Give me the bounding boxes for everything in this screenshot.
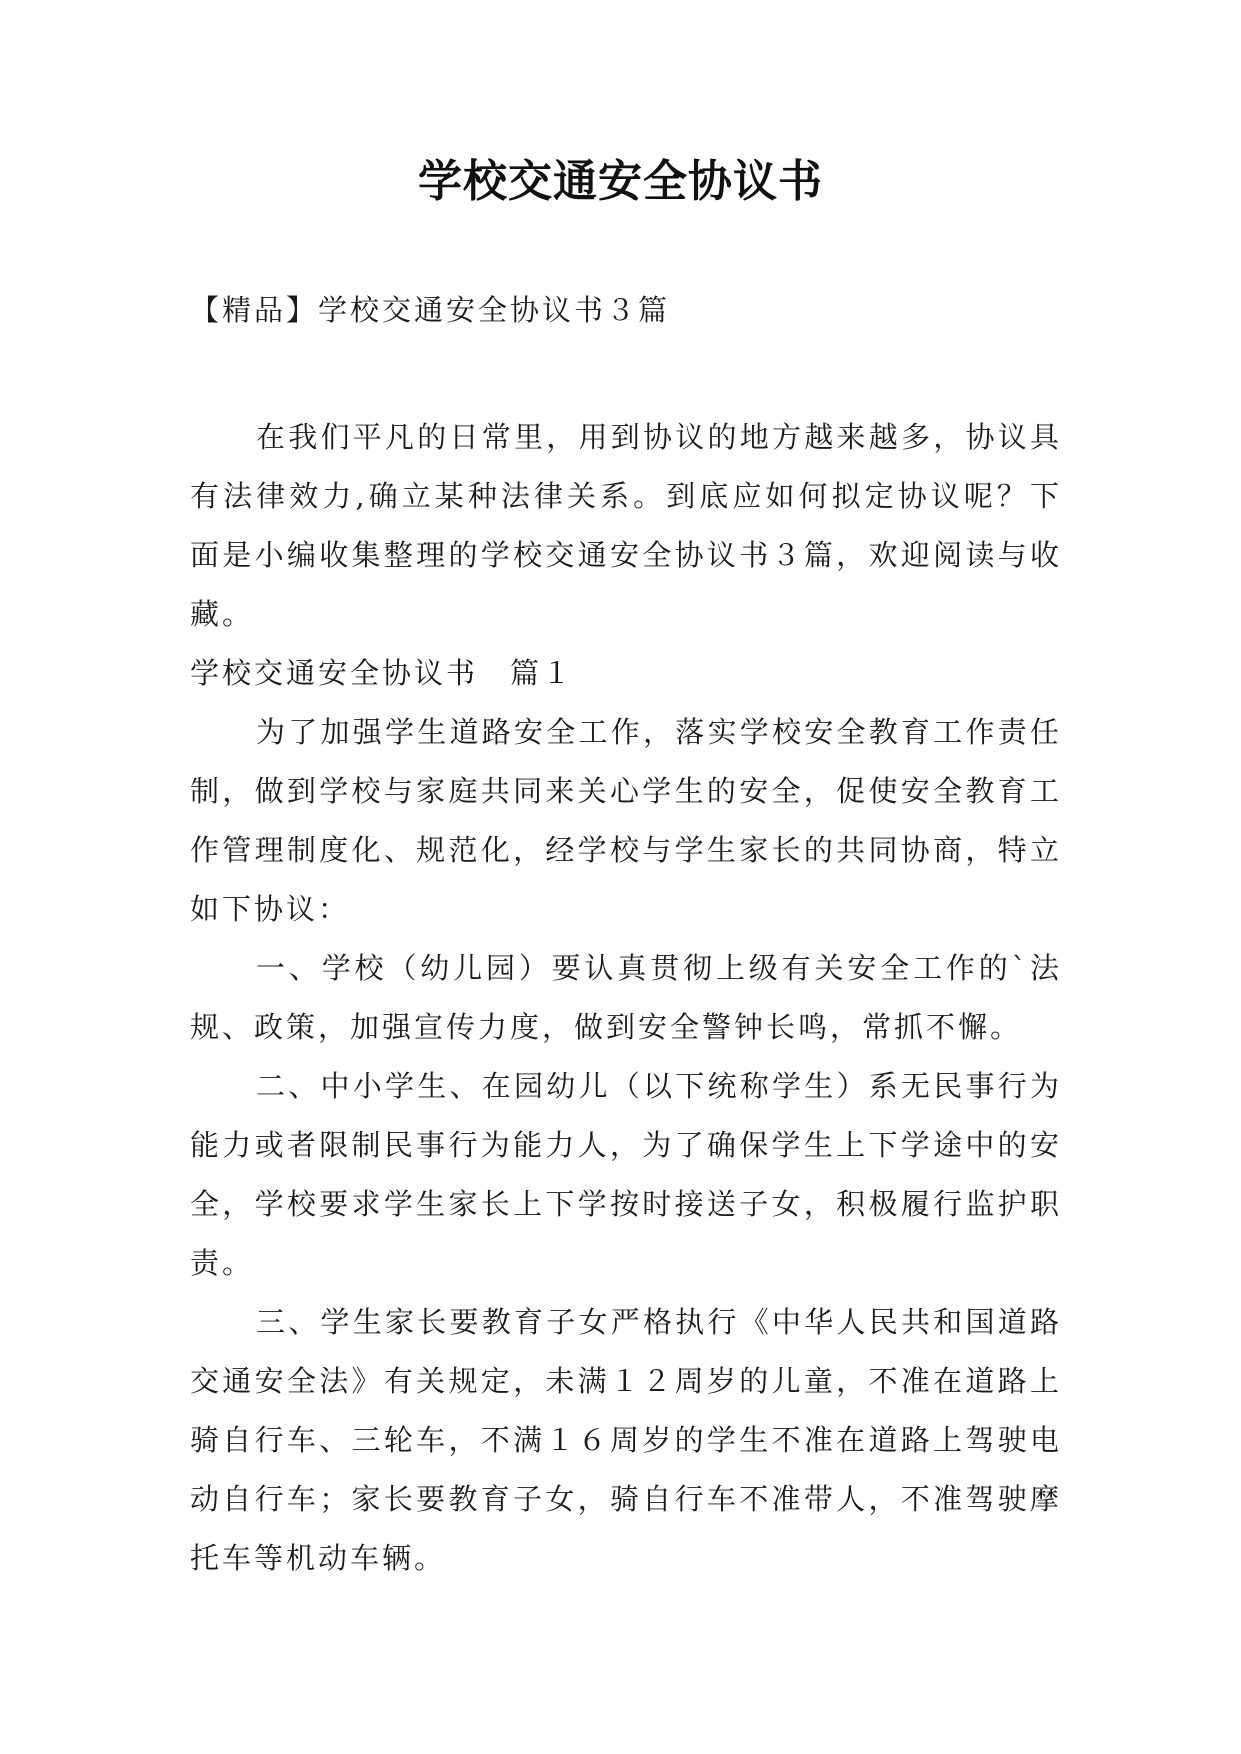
document-body [190,408,1062,1588]
document-subtitle: 【精品】学校交通安全协议书３篇 [190,293,671,327]
body-paragraph-3: 二、中小学生、在园幼儿（以下统称学生）系无民事行为能力或者限制民事行为能力人，为了确保学生上下学途中的安全，学校要求学生家长上下学按时接送子女，积极履行监护职责。 [190,1069,1062,1280]
body-paragraph-1: 为了加强学生道路安全工作，落实学校安全教育工作责任制，做到学校与家庭共同来关心学生的安全，促使安全教育工作管理制度化、规范化，经学校与学生家长的共同协商，特立如下协议： [190,715,1062,926]
intro-paragraph: 在我们平凡的日常里，用到协议的地方越来越多，协议具有法律效力,确立某种法律关系。到底应如何拟定协议呢？下面是小编收集整理的学校交通安全协议书３篇，欢迎阅读与收藏。 [190,420,1062,631]
body-paragraph-2: 一、学校（幼儿园）要认真贯彻上级有关安全工作的`法规、政策，加强宣传力度，做到安全警钟长鸣，常抓不懈。 [190,951,1062,1044]
body-paragraph-4: 三、学生家长要教育子女严格执行《中华人民共和国道路交通安全法》有关规定，未满１２周岁的儿童，不准在道路上骑自行车、三轮车，不满１６周岁的学生不准在道路上驾驶电动自行车；家长要教育子女，骑自行车不准带人，不准驾驶摩托车等机动车辆。 [190,1305,1062,1575]
section-heading: 学校交通安全协议书 篇１ [190,656,575,690]
document-title: 学校交通安全协议书 [418,156,823,207]
